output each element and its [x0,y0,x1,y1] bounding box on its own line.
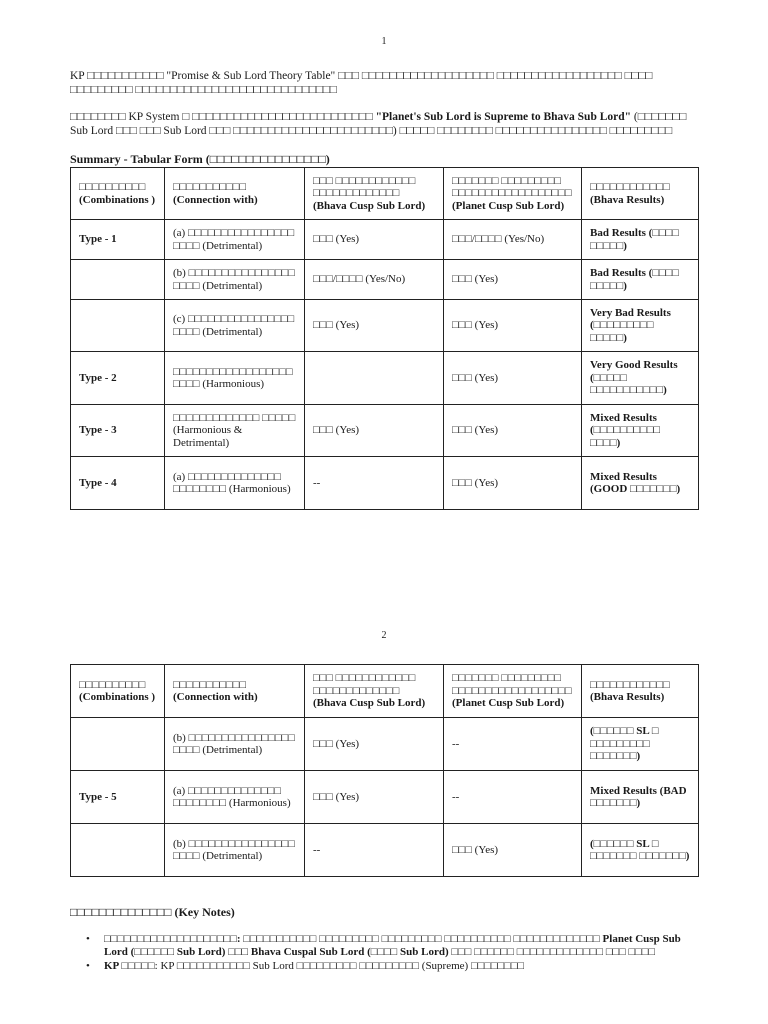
header-bhava-csl: □□□ □□□□□□□□□□□□ □□□□□□□□□□□□□ (Bhava Cusp Sub Lord) [305,168,444,220]
list-item [86,960,698,973]
list-item [86,933,698,959]
supreme-rule-paragraph [70,111,698,138]
cell-result: Mixed Results (□□□□□□□□□□ □□□□) [582,405,699,457]
cell-planet-csl: □□□ (Yes) [444,260,582,300]
key-notes-list [86,933,698,974]
cell-connection: (a) □□□□□□□□□□□□□□□□ □□□□ (Detrimental) [165,220,305,260]
header-planet-csl: □□□□□□□ □□□□□□□□□ □□□□□□□□□□□□□□□□□□ (Planet Cusp Sub Lord) [444,665,582,718]
cell-connection: (b) □□□□□□□□□□□□□□□□ □□□□ (Detrimental) [165,260,305,300]
header-combinations: □□□□□□□□□□ (Combinations ) [71,665,165,718]
table-header-row [71,168,699,220]
header-combinations: □□□□□□□□□□ (Combinations ) [71,168,165,220]
cell-bhava-csl: □□□ (Yes) [305,718,444,771]
table-row [71,771,699,824]
cell-result: (□□□□□□ SL □ □□□□□□□ □□□□□□□) [582,824,699,877]
header-results: □□□□□□□□□□□□ (Bhava Results) [582,168,699,220]
bullet2-part-b: : KP □□□□□□□□□□□ Sub Lord □□□□□□□□□ □□□□□□□□□ (Supreme) □□□□□□□□ [154,960,525,972]
cell-bhava-csl: □□□ (Yes) [305,405,444,457]
cell-result: Bad Results (□□□□ □□□□□) [582,260,699,300]
table-row [71,352,699,405]
rule-prefix: □□□□□□□□ KP System □ □□□□□□□□□□□□□□□□□□□□□□□□□□ [70,111,376,123]
cell-result: Mixed Results (GOOD □□□□□□□) [582,457,699,510]
cell-type [71,718,165,771]
bullet1-part-b: Planet Cusp Sub Lord (□□□□□□ Sub Lord) [104,933,681,958]
cell-type: Type - 3 [71,405,165,457]
cell-connection: (b) □□□□□□□□□□□□□□□□ □□□□ (Detrimental) [165,824,305,877]
header-bhava-csl: □□□ □□□□□□□□□□□□ □□□□□□□□□□□□□ (Bhava Cusp Sub Lord) [305,665,444,718]
cell-planet-csl: □□□ (Yes) [444,405,582,457]
key-notes-heading: □□□□□□□□□□□□□□ (Key Notes) [70,905,235,919]
cell-planet-csl: □□□ (Yes) [444,300,582,352]
table-row [71,405,699,457]
cell-type: Type - 5 [71,771,165,824]
intro-paragraph: KP □□□□□□□□□□□ "Promise & Sub Lord Theory Table" □□□ □□□□□□□□□□□□□□□□□□□ □□□□□□□□□□□□□□□□□□ □□□□ □□□□□□□□□ □□□□□□□□□□□□□□□□□□□□□□□□□□□□□ [70,70,653,96]
cell-type: Type - 1 [71,220,165,260]
cell-planet-csl: -- [444,771,582,824]
summary-table-page2 [70,664,699,877]
table-row [71,300,699,352]
cell-bhava-csl [305,352,444,405]
bullet1-part-e: □□□ □□□□□□ □□□□□□□□□□□□□ □□□ □□□□ [448,946,656,958]
cell-type: Type - 4 [71,457,165,510]
table-row [71,824,699,877]
cell-connection: (b) □□□□□□□□□□□□□□□□ □□□□ (Detrimental) [165,718,305,771]
page-number-1: 1 [381,36,387,47]
summary-table-page1 [70,167,699,510]
header-results: □□□□□□□□□□□□ (Bhava Results) [582,665,699,718]
cell-connection: (c) □□□□□□□□□□□□□□□□ □□□□ (Detrimental) [165,300,305,352]
cell-type: Type - 2 [71,352,165,405]
rule-bold-quote: "Planet's Sub Lord is Supreme to Bhava Sub Lord" [375,111,632,123]
bullet2-part-a: KP □□□□□ [104,960,155,972]
cell-planet-csl: -- [444,718,582,771]
cell-type [71,260,165,300]
header-connection: □□□□□□□□□□□ (Connection with) [165,168,305,220]
table-row [71,718,699,771]
cell-connection: □□□□□□□□□□□□□□□□□□ □□□□ (Harmonious) [165,352,305,405]
cell-result: Mixed Results (BAD □□□□□□□) [582,771,699,824]
bullet1-part-a: □□□□□□□□□□□□□□□□□□□□: □□□□□□□□□□□ □□□□□□□□□ □□□□□□□□□ □□□□□□□□□□ □□□□□□□□□□□□□ [104,933,603,945]
cell-result: Very Bad Results (□□□□□□□□□ □□□□□) [582,300,699,352]
cell-result: (□□□□□□ SL □ □□□□□□□□□ □□□□□□□) [582,718,699,771]
header-connection: □□□□□□□□□□□ (Connection with) [165,665,305,718]
cell-planet-csl: □□□ (Yes) [444,352,582,405]
bullet1-part-d: Bhava Cuspal Sub Lord (□□□□ Sub Lord) [250,946,449,958]
cell-planet-csl: □□□ (Yes) [444,457,582,510]
table-row [71,220,699,260]
cell-bhava-csl: -- [305,824,444,877]
cell-type [71,824,165,877]
page-number-2: 2 [381,630,387,641]
table-row [71,260,699,300]
cell-result: Very Good Results (□□□□□ □□□□□□□□□□□) [582,352,699,405]
cell-connection: (a) □□□□□□□□□□□□□□ □□□□□□□□ (Harmonious) [165,771,305,824]
cell-bhava-csl: □□□ (Yes) [305,300,444,352]
cell-bhava-csl: □□□ (Yes) [305,220,444,260]
cell-planet-csl: □□□ (Yes) [444,824,582,877]
cell-bhava-csl: □□□ (Yes) [305,771,444,824]
table-row [71,457,699,510]
cell-bhava-csl: -- [305,457,444,510]
header-planet-csl: □□□□□□□ □□□□□□□□□ □□□□□□□□□□□□□□□□□□ (Planet Cusp Sub Lord) [444,168,582,220]
cell-bhava-csl: □□□/□□□□ (Yes/No) [305,260,444,300]
cell-type [71,300,165,352]
cell-connection: (a) □□□□□□□□□□□□□□ □□□□□□□□ (Harmonious) [165,457,305,510]
cell-result: Bad Results (□□□□ □□□□□) [582,220,699,260]
cell-connection: □□□□□□□□□□□□□ □□□□□ (Harmonious & Detrimental) [165,405,305,457]
rule-suffix: (□□□□□□□ Sub Lord □□□ □□□ Sub Lord □□□ □□□□□□□□□□□□□□□□□□□□□□□) □□□□□ □□□□□□□□ □□□□□□□□□□□□□□□□ □□□□□□□□□ [70,111,687,137]
table-header-row [71,665,699,718]
summary-heading: Summary - Tabular Form (□□□□□□□□□□□□□□□□) [70,152,330,166]
cell-planet-csl: □□□/□□□□ (Yes/No) [444,220,582,260]
bullet1-part-c: □□□ [225,946,251,958]
